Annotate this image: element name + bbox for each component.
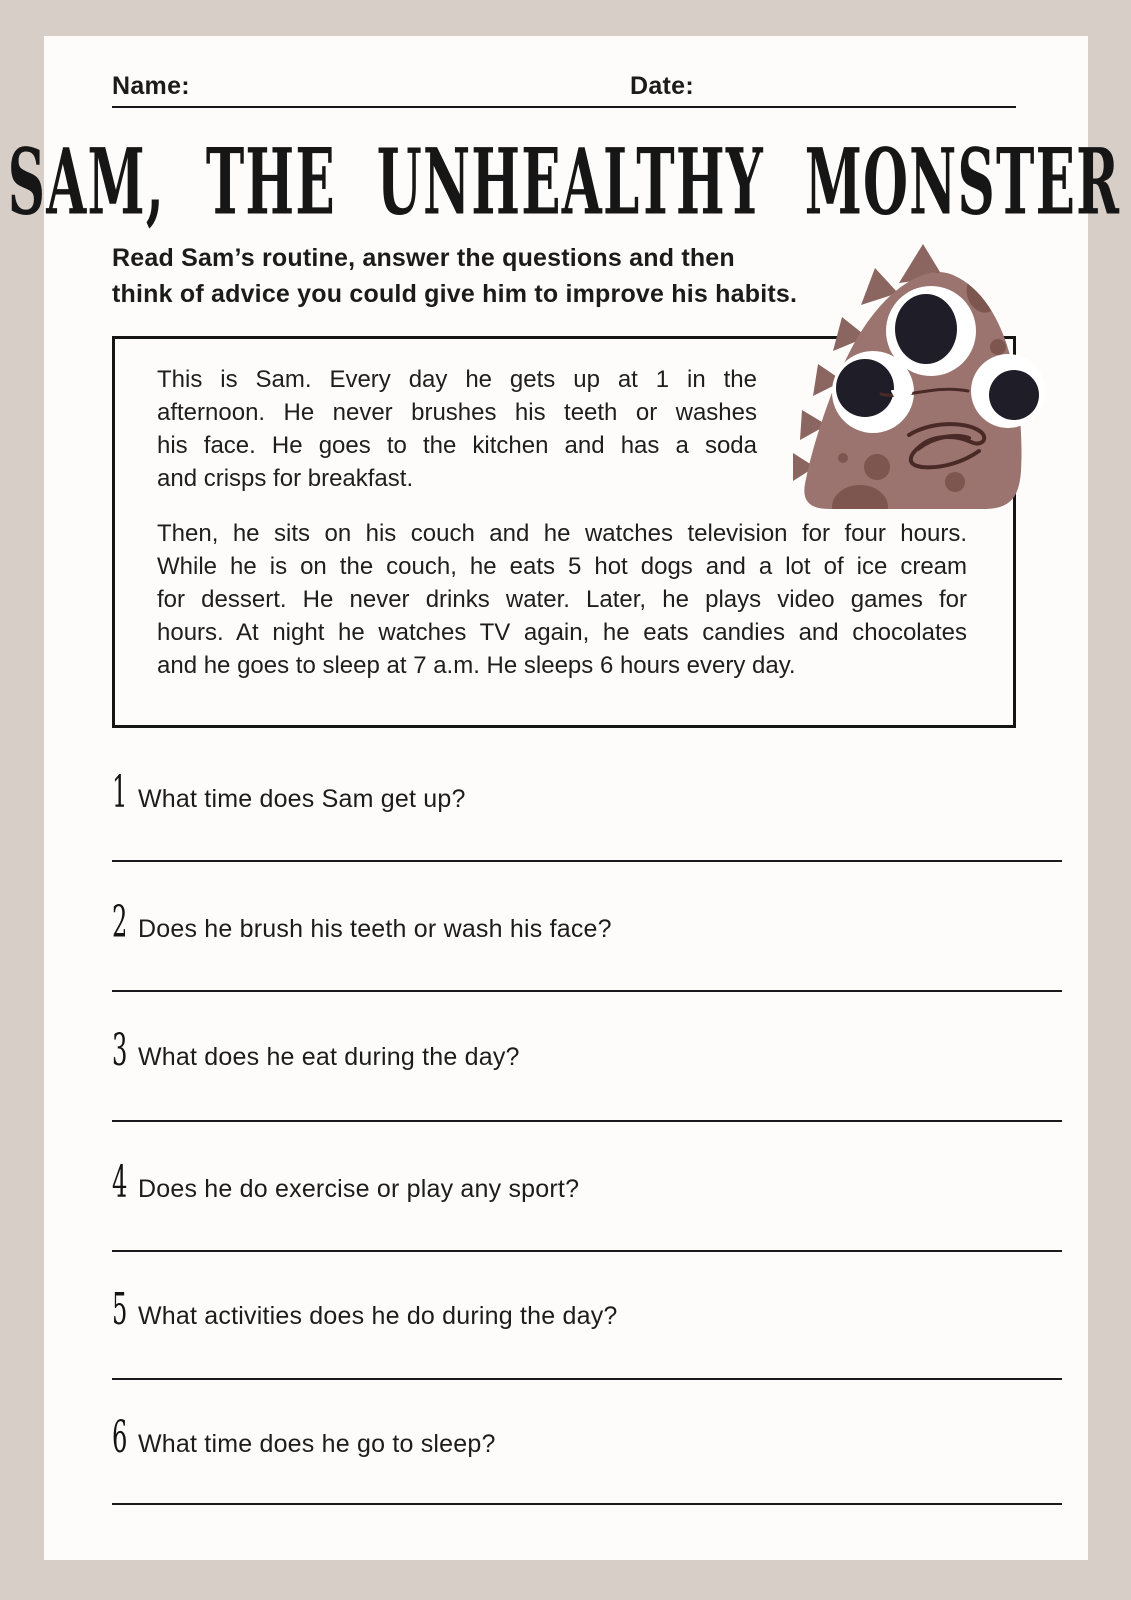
- question-text: What time does he go to sleep?: [138, 1430, 496, 1458]
- question-number: 4: [112, 1157, 128, 1208]
- question-row-5: [112, 1284, 618, 1335]
- question-row-1: [112, 767, 466, 818]
- name-label: Name:: [112, 72, 190, 100]
- answer-line-4: [112, 1250, 1062, 1252]
- passage-line: his face. He goes to the kitchen and has a soda: [157, 432, 757, 459]
- answer-line-5: [112, 1378, 1062, 1380]
- worksheet-page: [7, 36, 1121, 1560]
- passage-paragraph-1: [157, 363, 757, 495]
- question-text: Does he brush his teeth or wash his face?: [138, 915, 612, 943]
- passage-line: and crisps for breakfast.: [157, 465, 414, 492]
- question-number: 2: [112, 897, 128, 948]
- question-row-6: [112, 1412, 496, 1463]
- question-row-2: [112, 897, 612, 948]
- question-text: What does he eat during the day?: [138, 1043, 520, 1071]
- answer-line-3: [112, 1120, 1062, 1122]
- instructions-line-2: think of advice you could give him to improve his habits.: [112, 280, 798, 308]
- passage-line: This is Sam. Every day he gets up at 1 in the: [157, 366, 757, 393]
- question-row-4: [112, 1157, 580, 1208]
- passage-line: hours. At night he watches TV again, he eats candies and chocolates: [157, 619, 967, 646]
- monster-illustration: [785, 241, 1050, 509]
- question-number: 1: [112, 767, 128, 818]
- question-text: What time does Sam get up?: [138, 785, 466, 813]
- answer-line-2: [112, 990, 1062, 992]
- passage-line: for dessert. He never drinks water. Later, he plays video games for: [157, 586, 967, 613]
- answer-line-6: [112, 1503, 1062, 1505]
- passage-line: afternoon. He never brushes his teeth or washes: [157, 399, 757, 426]
- question-number: 6: [112, 1412, 128, 1463]
- passage-line: Then, he sits on his couch and he watches television for four hours.: [157, 520, 967, 547]
- question-text: What activities does he do during the day?: [138, 1302, 618, 1330]
- question-text: Does he do exercise or play any sport?: [138, 1175, 580, 1203]
- question-number: 3: [112, 1025, 128, 1076]
- page-title: [7, 128, 1121, 238]
- header-rule: [112, 106, 1016, 108]
- question-row-3: [112, 1025, 520, 1076]
- question-number: 5: [112, 1284, 128, 1335]
- answer-line-1: [112, 860, 1062, 862]
- passage-line: While he is on the couch, he eats 5 hot dogs and a lot of ice cream: [157, 553, 967, 580]
- passage-paragraph-2: [157, 517, 967, 682]
- page-title-text: SAM, THE UNHEALTHY MONSTER: [7, 128, 1121, 236]
- instructions: [112, 240, 872, 312]
- date-label: Date:: [630, 72, 695, 100]
- instructions-line-1: Read Sam’s routine, answer the questions and then: [112, 244, 735, 272]
- passage-line: and he goes to sleep at 7 a.m. He sleeps 6 hours every day.: [157, 652, 796, 679]
